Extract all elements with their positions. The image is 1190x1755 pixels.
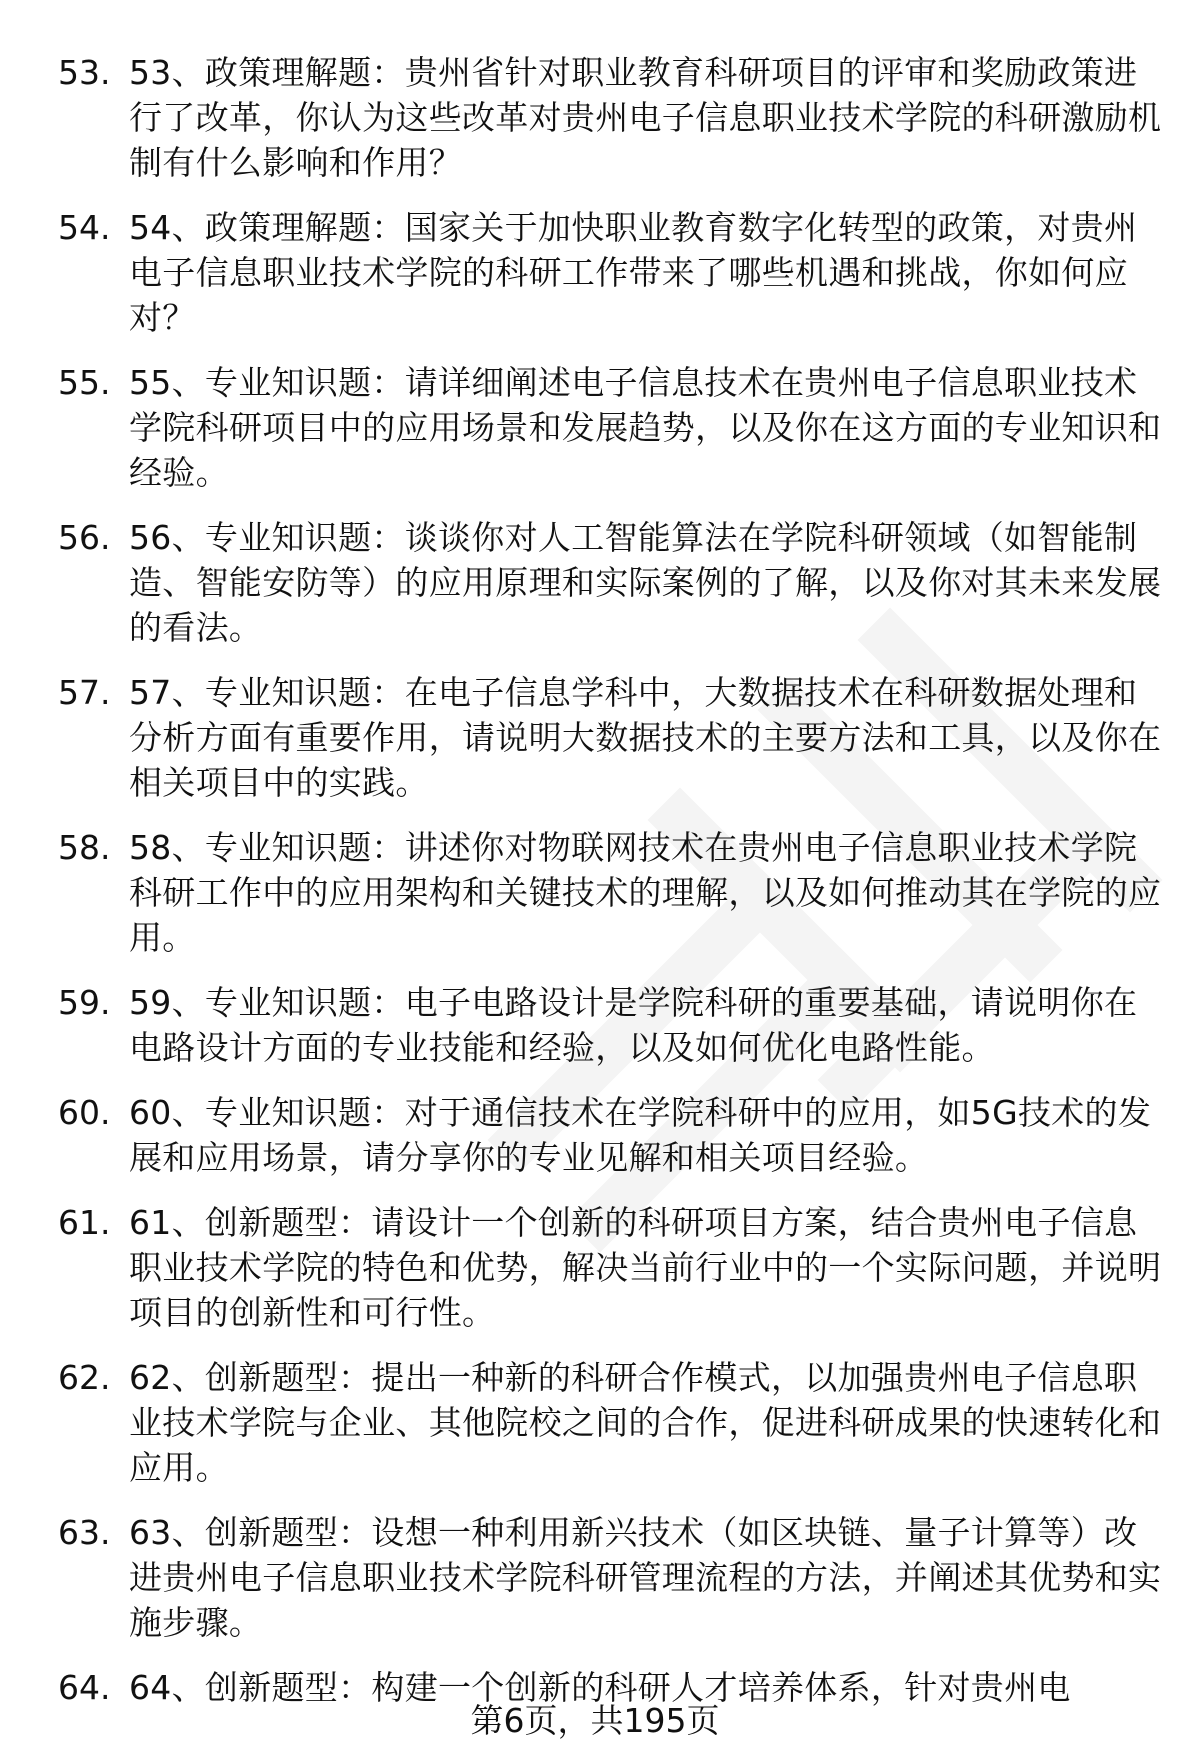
question-number: 54. <box>58 208 111 247</box>
question-item <box>0 1355 1190 1490</box>
question-number: 55. <box>58 363 111 402</box>
question-number: 53. <box>58 53 111 92</box>
question-number: 62. <box>58 1358 111 1397</box>
question-text: 56、专业知识题：谈谈你对人工智能算法在学院科研领域（如智能制造、智能安防等）的应用原理和实际案例的了解，以及你对其未来发展的看法。 <box>129 518 1162 647</box>
question-item <box>0 670 1190 805</box>
question-text: 59、专业知识题：电子电路设计是学院科研的重要基础，请说明你在电路设计方面的专业技能和经验，以及如何优化电路性能。 <box>129 983 1138 1067</box>
question-item <box>0 205 1190 340</box>
question-number: 61. <box>58 1203 111 1242</box>
question-number: 56. <box>58 518 111 557</box>
question-item <box>0 1510 1190 1645</box>
question-text: 55、专业知识题：请详细阐述电子信息技术在贵州电子信息职业技术学院科研项目中的应用场景和发展趋势，以及你在这方面的专业知识和经验。 <box>129 363 1162 492</box>
question-text: 60、专业知识题：对于通信技术在学院科研中的应用，如5G技术的发展和应用场景，请分享你的专业见解和相关项目经验。 <box>129 1093 1152 1177</box>
question-text: 64、创新题型：构建一个创新的科研人才培养体系，针对贵州电 <box>129 1668 1071 1707</box>
question-number: 58. <box>58 828 111 867</box>
question-text: 61、创新题型：请设计一个创新的科研项目方案，结合贵州电子信息职业技术学院的特色和优势，解决当前行业中的一个实际问题，并说明项目的创新性和可行性。 <box>129 1203 1162 1332</box>
question-item <box>0 825 1190 960</box>
question-text: 53、政策理解题：贵州省针对职业教育科研项目的评审和奖励政策进行了改革，你认为这些改革对贵州电子信息职业技术学院的科研激励机制有什么影响和作用？ <box>129 53 1162 182</box>
question-text: 54、政策理解题：国家关于加快职业教育数字化转型的政策，对贵州电子信息职业技术学院的科研工作带来了哪些机遇和挑战，你如何应对？ <box>129 208 1138 337</box>
question-number: 59. <box>58 983 111 1022</box>
question-item <box>0 1090 1190 1180</box>
question-item <box>0 980 1190 1070</box>
page-number: 第6页，共195页 <box>470 1701 720 1740</box>
question-item <box>0 1200 1190 1335</box>
question-text: 62、创新题型：提出一种新的科研合作模式，以加强贵州电子信息职业技术学院与企业、其他院校之间的合作，促进科研成果的快速转化和应用。 <box>129 1358 1162 1487</box>
question-item <box>0 515 1190 650</box>
question-text: 63、创新题型：设想一种利用新兴技术（如区块链、量子计算等）改进贵州电子信息职业技术学院科研管理流程的方法，并阐述其优势和实施步骤。 <box>129 1513 1162 1642</box>
question-number: 63. <box>58 1513 111 1552</box>
question-number: 57. <box>58 673 111 712</box>
question-number: 64. <box>58 1668 111 1707</box>
question-item <box>0 360 1190 495</box>
question-number: 60. <box>58 1093 111 1132</box>
question-text: 58、专业知识题：讲述你对物联网技术在贵州电子信息职业技术学院科研工作中的应用架构和关键技术的理解，以及如何推动其在学院的应用。 <box>129 828 1162 957</box>
question-text: 57、专业知识题：在电子信息学科中，大数据技术在科研数据处理和分析方面有重要作用，请说明大数据技术的主要方法和工具，以及你在相关项目中的实践。 <box>129 673 1162 802</box>
question-list <box>0 50 1190 1730</box>
question-item <box>0 50 1190 185</box>
